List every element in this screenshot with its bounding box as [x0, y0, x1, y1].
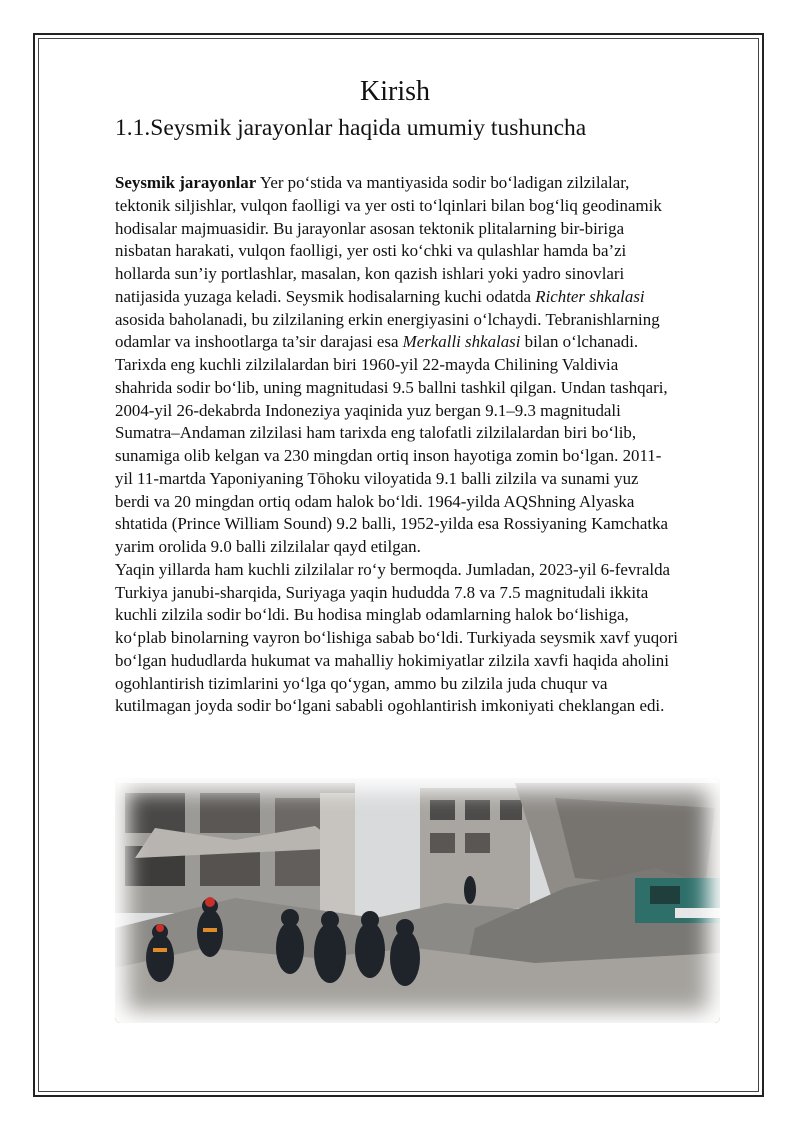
text-line: sunamiga olib kelgan va 230 mingdan ortiq inson hayotiga zomin bo‘lgan. 2011-: [115, 446, 662, 465]
earthquake-illustration: [115, 778, 720, 1023]
earthquake-photo: [115, 778, 720, 1023]
text-line: hodisalar majmuasidir. Bu jarayonlar asosan tektonik plitalarning bir-biriga: [115, 218, 625, 238]
richter-term: Richter shkalasi: [535, 286, 645, 306]
text-line: Tarixda eng kuchli zilzilalardan biri 1960-yil 22-mayda Chilining Valdivia: [115, 355, 619, 374]
damaged-building-left: [115, 783, 355, 918]
text-line: asosida baholanadi, bu zilzilaning erkin energiyasini o‘lchaydi. Tebranishlarning: [115, 309, 660, 329]
text-line: shtatida (Prince William Sound) 9.2 balli, 1952-yilda esa Rossiyaning Kamchatka: [115, 514, 669, 534]
excavator: [635, 878, 720, 923]
text-line: odamlar va inshootlarga ta’sir darajasi esa Merkalli shkalasi bilan o‘lchanadi.: [115, 332, 639, 352]
text-line: 2004-yil 26-dekabrda Indoneziya yaqinida yuz bergan 9.1–9.3 magnitudali: [115, 400, 621, 420]
body-text: [115, 172, 730, 718]
text-line: yarim orolida 9.0 balli zilzilalar qayd etilgan.: [115, 537, 421, 556]
text-line: Turkiya janubi-sharqida, Suriyaga yaqin hududda 7.8 va 7.5 magnitudali ikkita: [115, 582, 649, 602]
text-line: ko‘plab binolarning vayron bo‘lishiga sabab bo‘ldi. Turkiyada seysmik xavf yuqori: [115, 628, 678, 647]
section-title: 1.1.Seysmik jarayonlar haqida umumiy tushuncha: [115, 115, 587, 141]
text-line: berdi va 20 mingdan ortiq odam halok bo‘ldi. 1964-yilda AQShning Alyaska: [115, 491, 635, 511]
text-line: Yaqin yillarda ham kuchli zilzilalar ro‘y bermoqda. Jumladan, 2023-yil 6-fevralda: [115, 559, 671, 579]
lead-term: Seysmik jarayonlar: [115, 173, 257, 192]
text-line: Sumatra–Andaman zilzilasi ham tarixda eng talofatli zilzilalardan biri bo‘lib,: [115, 423, 637, 443]
text-line: hollarda sun’iy portlashlar, masalan, kon qazish ishlari yoki yadro sinovlari: [115, 264, 625, 283]
mercalli-term: Merkalli shkalasi: [402, 332, 521, 352]
text-line: natijasida yuzaga keladi. Seysmik hodisalarning kuchi odatda Richter shkalasi: [115, 286, 645, 306]
text-line: kuchli zilzila sodir bo‘ldi. Bu hodisa minglab odamlarning halok bo‘lishiga,: [115, 605, 629, 625]
text-line: bo‘lgan hududlarda hukumat va mahalliy hokimiyatlar zilzila xavfi haqida aholini: [115, 650, 669, 670]
text-line: yil 11-martda Yaponiyaning Tōhoku viloyatida 9.1 balli zilzila va sunami yuz: [115, 468, 639, 488]
chapter-title: Kirish: [360, 76, 430, 107]
text-line: shahrida sodir bo‘lib, uning magnitudasi 9.5 ballni tashkil qilgan. Undan tashqari,: [115, 377, 668, 397]
text-line: ogohlantirish tizimlarini yo‘lga qo‘ygan, ammo bu zilzila juda chuqur va: [115, 673, 608, 693]
text-line: nisbatan harakati, vulqon faolligi, yer osti ko‘chki va qulashlar hamda ba’zi: [115, 241, 627, 261]
text-line: tektonik siljishlar, vulqon faolligi va yer osti to‘lqinlari bilan bog‘liq geodinamik: [115, 195, 662, 215]
text-line: Seysmik jarayonlar Yer po‘stida va mantiyasida sodir bo‘ladigan zilzilalar,: [115, 173, 630, 192]
text-line: kutilmagan joyda sodir bo‘lgani sababli ogohlantirish imkoniyati cheklangan edi.: [115, 696, 665, 716]
